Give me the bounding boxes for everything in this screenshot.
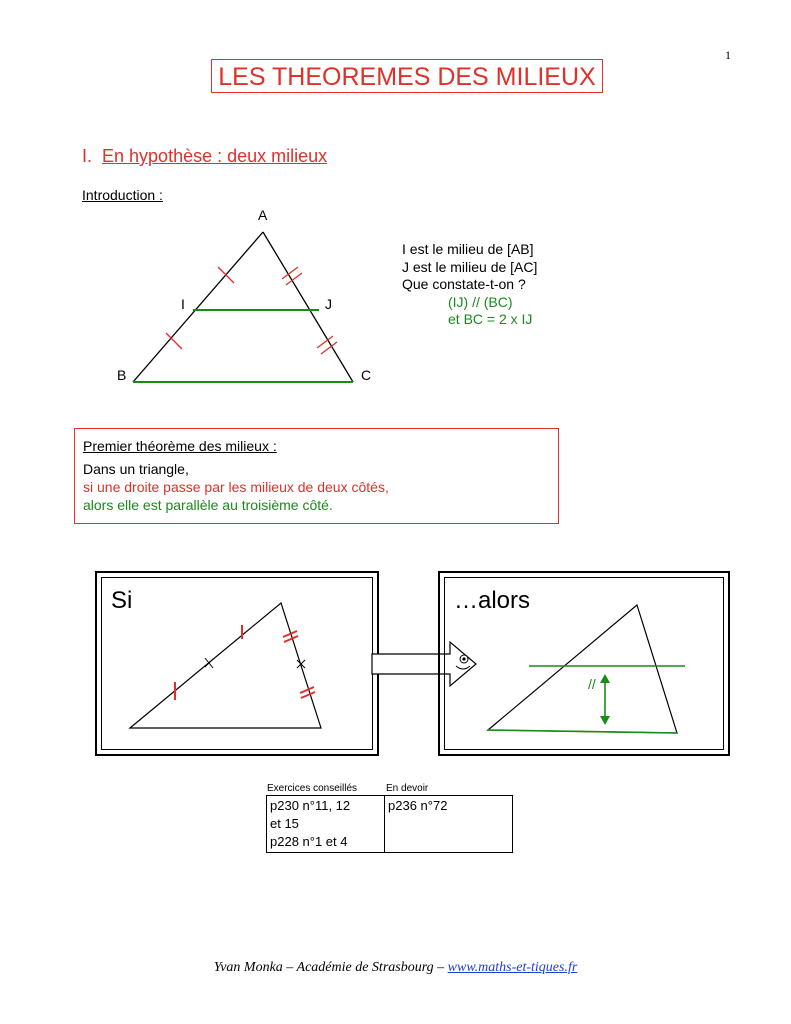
side-ac (263, 232, 353, 382)
si-triangle-figure (97, 573, 377, 754)
result-parallel: (IJ) // (BC) (448, 293, 513, 310)
alors-frame (438, 571, 730, 756)
label-j: J (325, 296, 332, 312)
si-red-marks (175, 625, 315, 700)
si-double-bottom-2 (301, 692, 315, 698)
section-numeral: I. (82, 146, 93, 166)
label-a: A (258, 207, 268, 223)
exercise-line: et 15 (270, 816, 299, 831)
footer-text: Yvan Monka – Académie de Strasbourg – (213, 960, 448, 975)
si-triangle (130, 603, 321, 728)
label-i: I (181, 296, 185, 312)
hypothesis-question: Que constate-t-on ? (402, 276, 526, 292)
alors-distance-arrow (600, 674, 610, 725)
exercise-line: p230 n°11, 12 (270, 798, 351, 813)
theorem-line-1: Dans un triangle, (83, 461, 189, 477)
hypothesis-block (402, 241, 537, 329)
homework-line: p236 n°72 (388, 798, 448, 813)
homework-header: En devoir (386, 783, 429, 794)
theorem-line-2: si une droite passe par les milieux de deux côtés, (83, 479, 389, 495)
triangle-abc (133, 232, 353, 382)
exercise-line: p228 n°1 et 4 (270, 834, 348, 849)
parallel-mark: // (588, 676, 596, 692)
page-number: 1 (725, 48, 731, 62)
exercises-header: Exercices conseillés (267, 783, 358, 794)
section-heading (82, 146, 327, 167)
alors-triangle (488, 605, 677, 733)
footer (0, 960, 791, 976)
intro-triangle-figure (110, 205, 390, 390)
si-double-bottom-1 (300, 687, 314, 693)
alors-title: …alors (454, 587, 531, 614)
hypothesis-line-2: J est le milieu de [AC] (402, 258, 538, 275)
theorem-heading: Premier théorème des milieux : (83, 438, 277, 454)
exercises-table (266, 795, 513, 853)
alors-triangle-figure (440, 573, 728, 754)
hypothesis-line-1: I est le milieu de [AB] (402, 241, 534, 257)
theorem-line-3: alors elle est parallèle au troisième côté. (83, 497, 333, 513)
alors-base-line (488, 730, 677, 733)
intro-label: Introduction : (82, 187, 163, 203)
footer-link[interactable]: www.maths-et-tiques.fr (447, 960, 578, 975)
result-length: et BC = 2 x IJ (448, 311, 533, 327)
side-ab (133, 232, 263, 382)
label-c: C (361, 367, 372, 383)
theorem-box (74, 428, 559, 524)
homework-cell (385, 796, 513, 853)
si-title: Si (111, 587, 133, 614)
label-b: B (117, 367, 127, 383)
si-double-top-2 (284, 636, 298, 642)
si-frame (95, 571, 379, 756)
section-label: En hypothèse : deux milieux (102, 146, 328, 166)
si-midpoint-crosses (205, 658, 305, 668)
page-title: LES THEOREMES DES MILIEUX (211, 59, 603, 93)
exercises-cell (267, 796, 385, 853)
